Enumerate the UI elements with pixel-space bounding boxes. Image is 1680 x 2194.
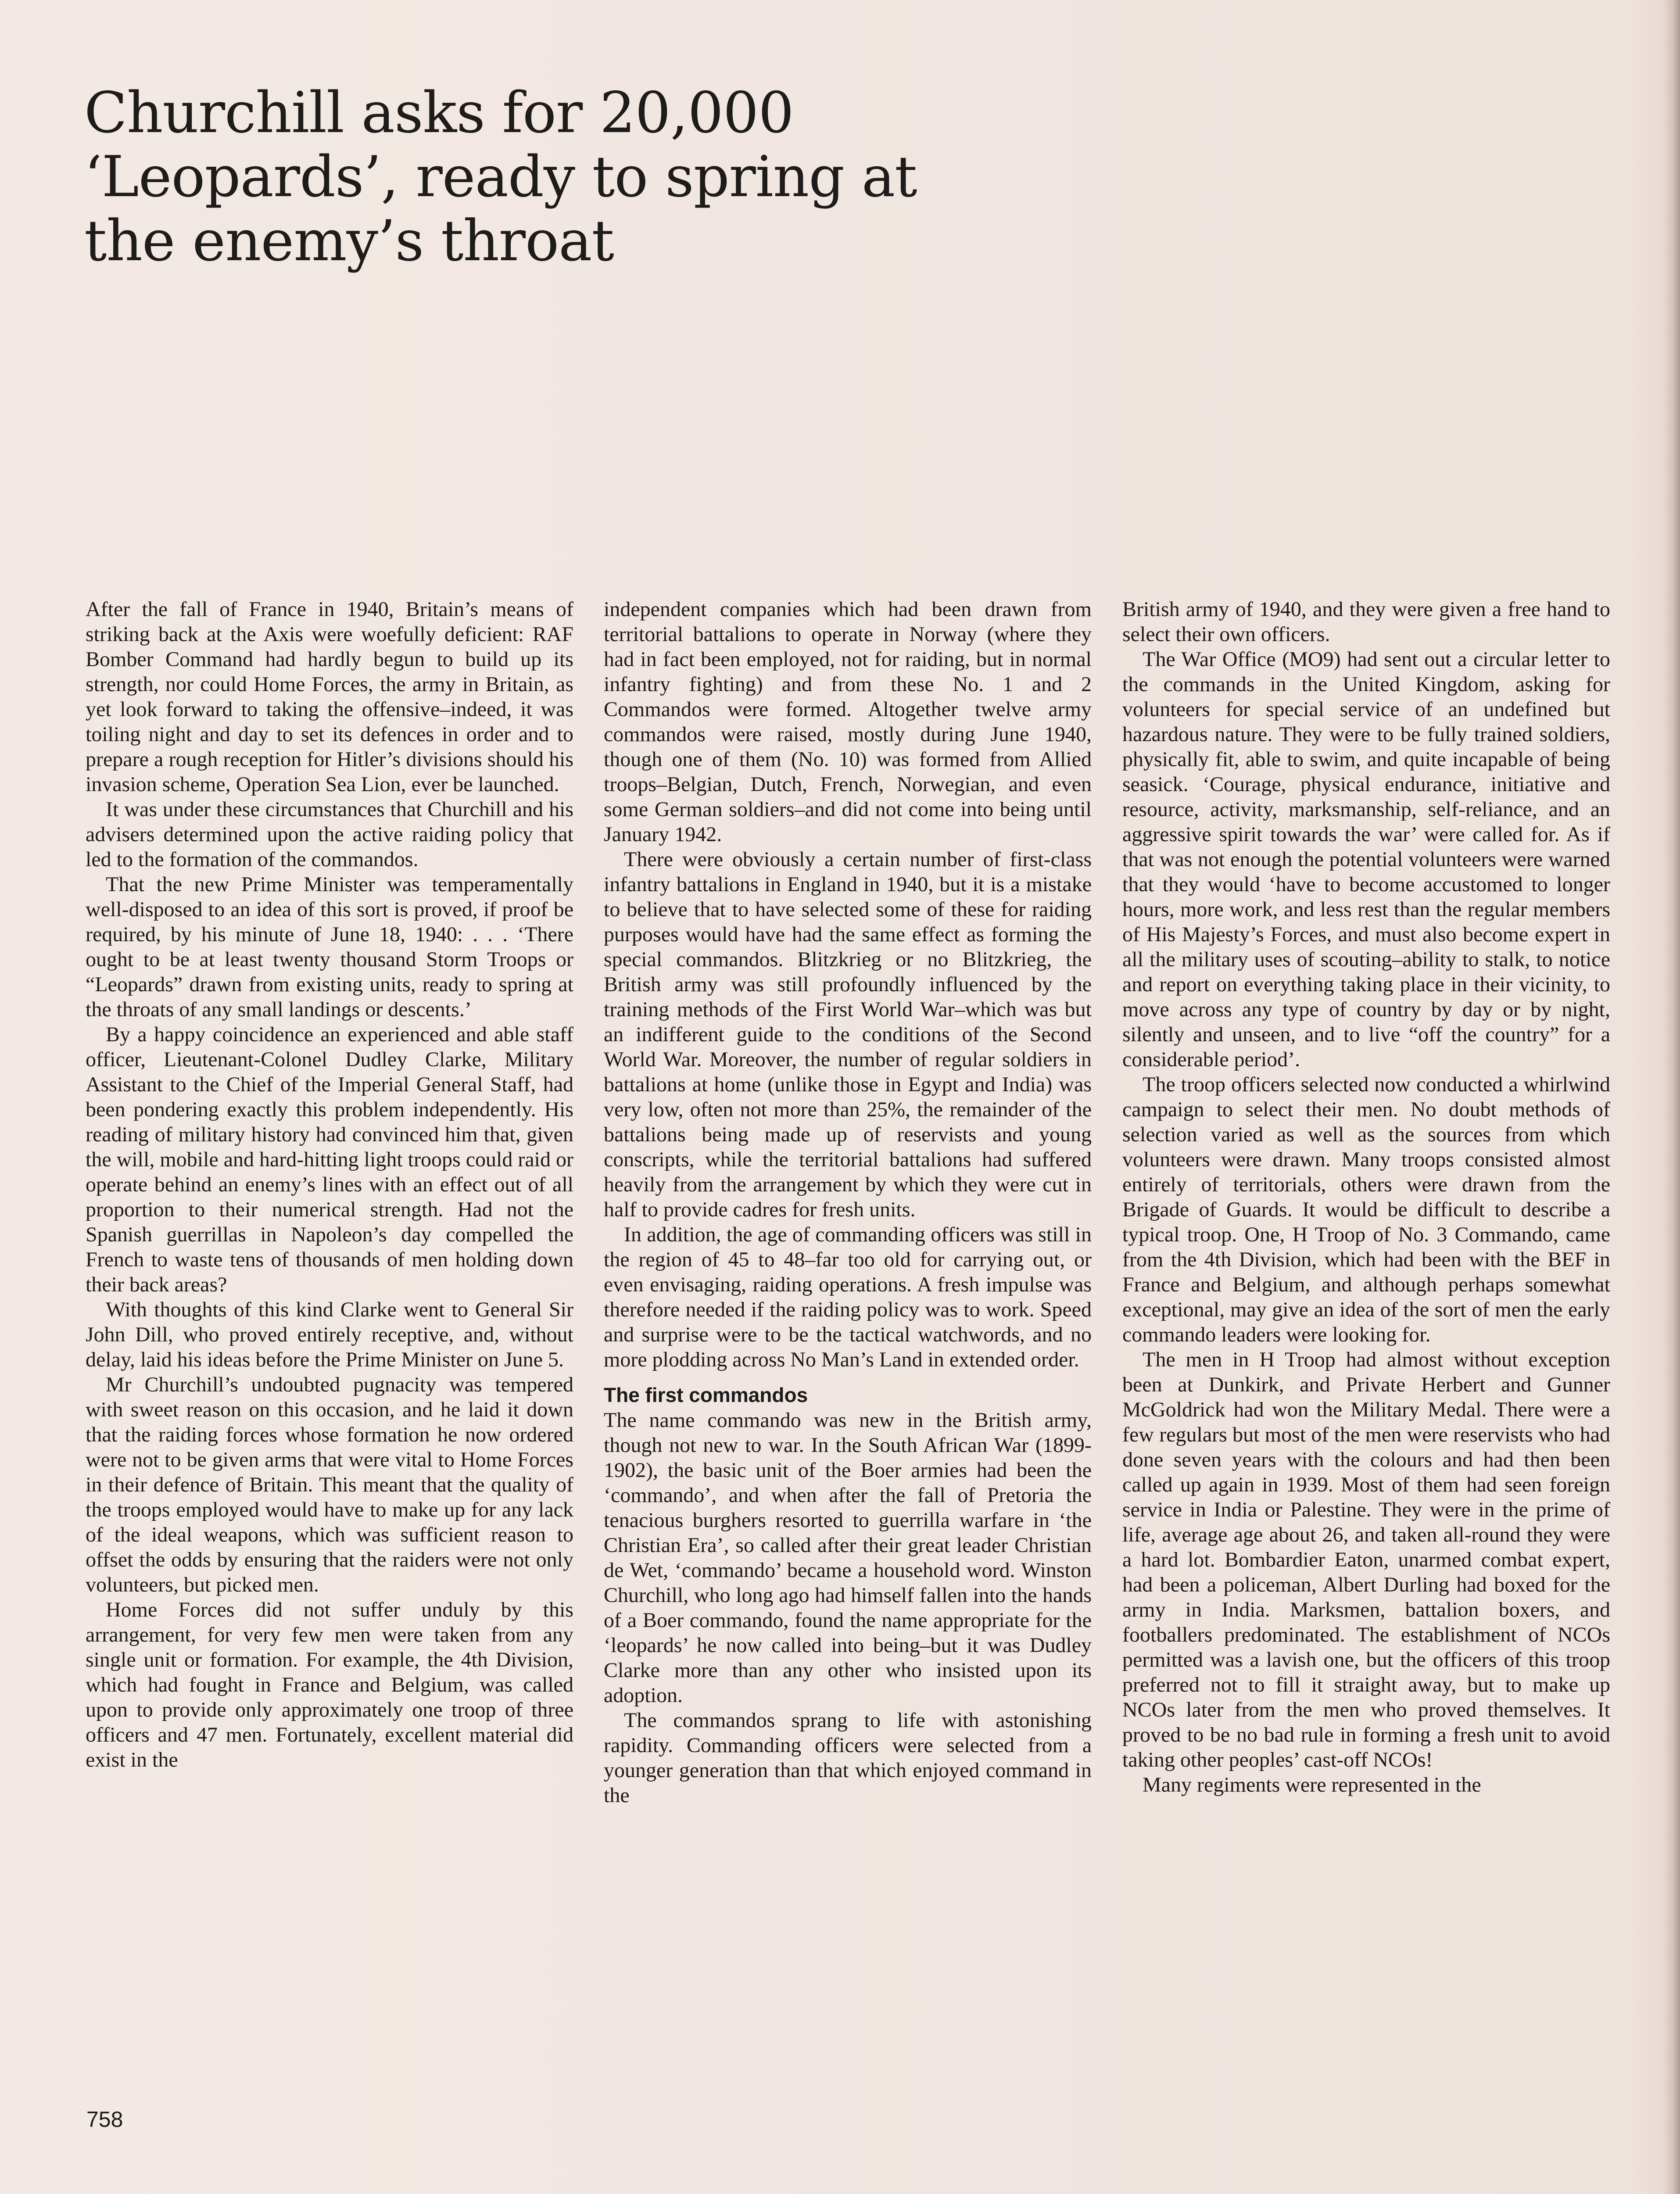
article-column-3 [1122,597,1610,2115]
paragraph: Many regiments were represented in the [1143,1773,1481,1796]
paragraph: The War Office (MO9) had sent out a circular letter to the commands in the United Kingdom, asking for volunteers for special service of an undefined but hazardous nature. They were to be fully trained soldiers, physically fit, able to swim, and quite incapable of being seasick. ‘Courage, physical endurance, initiative and resource, activity, marksmanship, self-reliance, and an aggressive spirit towards the war’ were called for. As if that was not enough the potential volunteers were warned that they would ‘have to become accustomed to longer hours, more work, and less rest than the regular members of His Majesty’s Forces, and must also become expert in all the military uses of scouting–ability to stalk, to notice and report on everything taking place in their vicinity, to move across any type of country by day or by night, silently and unseen, and to live “off the country” for a considerable period’. [1122,648,1610,1071]
page-number: 758 [86,2107,123,2132]
paragraph: With thoughts of this kind Clarke went to General Sir John Dill, who proved entirely receptive, and, without delay, laid his ideas before the Prime Minister on June 5. [86,1298,573,1371]
paragraph: It was under these circumstances that Churchill and his advisers determined upon the active raiding policy that led to the formation of the commandos. [86,798,573,871]
paragraph: That the new Prime Minister was temperamentally well-disposed to an idea of this sort is proved, if proof be required, by his minute of June 18, 1940: . . . ‘There ought to be at least twenty thousand Storm Troops or “Leopards” drawn from existing units, ready to spring at the throats of any small landings or descents.’ [86,873,573,1021]
section-subheading: The first commandos [604,1384,808,1406]
paragraph: The men in H Troop had almost without exception been at Dunkirk, and Private Herbert and Gunner McGoldrick had won the Military Medal. There were a few regulars but most of the men were reservists who had done seven years with the colours and had then been called up again in 1939. Most of them had seen foreign service in India or Palestine. They were in the prime of life, average age about 26, and taken all-round they were a hard lot. Bombardier Eaton, unarmed combat expert, had been a policeman, Albert Durling had boxed for the army in India. Marksmen, battalion boxers, and footballers predominated. The establishment of NCOs permitted was a lavish one, but the officers of this troop preferred not to fill it straight away, but to make up NCOs later from the men who proved themselves. It proved to be no bad rule in forming a fresh unit to avoid taking other peoples’ cast-off NCOs! [1122,1348,1610,1771]
paragraph: By a happy coincidence an experienced and able staff officer, Lieutenant-Colonel Dudley Clarke, Military Assistant to the Chief of the Imperial General Staff, had been pondering exactly this problem independently. His reading of military history had convinced him that, given the will, mobile and hard-hitting light troops could raid or operate behind an enemy’s lines with an effect out of all proportion to their numerical strength. Had not the Spanish guerrillas in Napoleon’s day compelled the French to waste tens of thousands of men holding down their back areas? [86,1023,573,1296]
paragraph: After the fall of France in 1940, Britain’s means of striking back at the Axis were woefully deficient: RAF Bomber Command had hardly begun to build up its strength, nor could Home Forces, the army in Britain, as yet look forward to taking the offensive–indeed, it was toiling night and day to set its defences in order and to prepare a rough reception for Hitler’s divisions should his invasion scheme, Operation Sea Lion, ever be launched. [86,598,573,796]
paragraph: There were obviously a certain number of first-class infantry battalions in England in 1940, but it is a mistake to believe that to have selected some of these for raiding purposes would have had the same effect as forming the special commandos. Blitzkrieg or no Blitzkrieg, the British army was still profoundly influenced by the training methods of the First World War–which was but an indifferent guide to the conditions of the Second World War. Moreover, the number of regular soldiers in battalions at home (unlike those in Egypt and India) was very low, often not more than 25%, the remainder of the battalions being made up of reservists and young conscripts, while the territorial battalions had suffered heavily from the arrangement by which they were cut in half to provide cadres for fresh units. [604,848,1092,1221]
paragraph: The commandos sprang to life with astonishing rapidity. Commanding officers were selected from a younger generation than that which enjoyed command in the [604,1709,1092,1807]
article-headline: Churchill asks for 20,000 ‘Leopards’, ready to spring at the enemy’s throat [84,80,917,274]
paragraph: In addition, the age of commanding officers was still in the region of 45 to 48–far too old for carrying out, or even envisaging, raiding operations. A fresh impulse was therefore needed if the raiding policy was to work. Speed and surprise were to be the tactical watchwords, and no more plodding across No Man’s Land in extended order. [604,1223,1092,1371]
page-edge-shadow [1662,0,1680,2194]
article-column-1 [86,597,573,2115]
paragraph: Mr Churchill’s undoubted pugnacity was tempered with sweet reason on this occasion, and he laid it down that the raiding forces whose formation he now ordered were not to be given arms that were vital to Home Forces in their defence of Britain. This meant that the quality of the troops employed would have to make up for any lack of the ideal weapons, which was sufficient reason to offset the odds by ensuring that the raiders were not only volunteers, but picked men. [86,1373,573,1596]
paragraph: Home Forces did not suffer unduly by this arrangement, for very few men were taken from any single unit or formation. For example, the 4th Division, which had fought in France and Belgium, was called upon to provide only approximately one troop of three officers and 47 men. Fortunately, excellent material did exist in the [86,1598,573,1771]
paragraph: The name commando was new in the British army, though not new to war. In the South African War (1899-1902), the basic unit of the Boer armies had been the ‘commando’, and when after the fall of Pretoria the tenacious burghers resorted to guerrilla warfare in ‘the Christian Era’, so called after their great leader Christian de Wet, ‘commando’ became a household word. Winston Churchill, who long ago had himself fallen into the hands of a Boer commando, found the name appropriate for the ‘leopards’ he now called into being–but it was Dudley Clarke more than any other who insisted upon its adoption. [604,1409,1092,1707]
paragraph: British army of 1940, and they were given a free hand to select their own officers. [1122,598,1610,646]
article-column-2 [604,597,1092,2115]
paragraph: The troop officers selected now conducted a whirlwind campaign to select their men. No doubt methods of selection varied as well as the sources from which volunteers were drawn. Many troops consisted almost entirely of territorials, others were drawn from the Brigade of Guards. It would be difficult to describe a typical troop. One, H Troop of No. 3 Commando, came from the 4th Division, which had been with the BEF in France and Belgium, and although perhaps somewhat exceptional, may give an idea of the sort of men the early commando leaders were looking for. [1122,1073,1610,1346]
paragraph: independent companies which had been drawn from territorial battalions to operate in Norway (where they had in fact been employed, not for raiding, but in normal infantry fighting) and from these No. 1 and 2 Commandos were formed. Altogether twelve army commandos were raised, mostly during June 1940, though one of them (No. 10) was formed from Allied troops–Belgian, Dutch, French, Norwegian, and even some German soldiers–and did not come into being until January 1942. [604,598,1092,846]
